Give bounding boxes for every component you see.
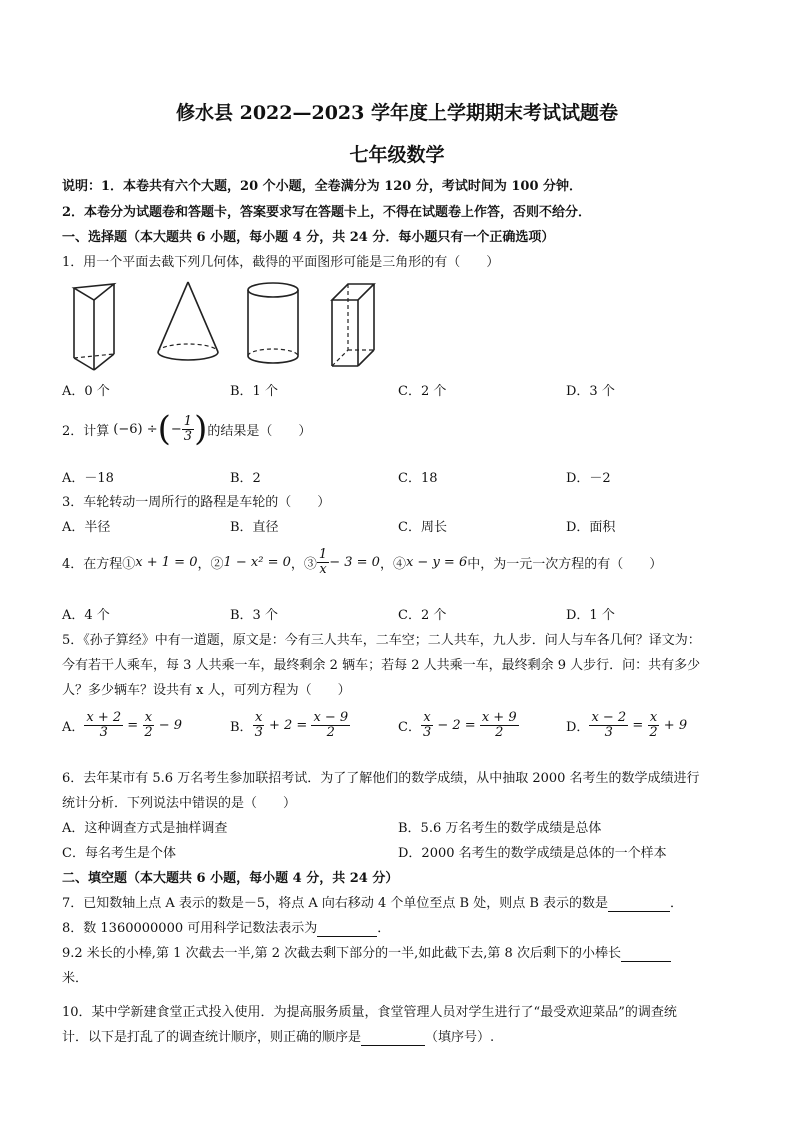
question-10-line-1: 10．某中学新建食堂正式投入使用．为提高服务质量，食堂管理人员对学生进行了“最受欢迎菜品”的调查统 bbox=[62, 1005, 677, 1020]
q4-sep-4: ，④ bbox=[379, 556, 406, 572]
q5-option-c bbox=[398, 711, 519, 739]
q6-option-b: B．5.6 万名考生的数学成绩是总体 bbox=[398, 821, 602, 836]
q4-equation-2: 1 − x² = 0 bbox=[223, 554, 291, 570]
q7-answer-blank[interactable] bbox=[608, 896, 670, 912]
q2-suffix: 的结果是（ ） bbox=[207, 423, 312, 439]
q2-numerator: 1 bbox=[183, 413, 193, 429]
q1-option-c: C．2 个 bbox=[398, 384, 447, 399]
rectangular-prism-icon bbox=[332, 284, 374, 366]
q5-a-left-fraction bbox=[84, 711, 123, 739]
q5-a-left-num: x + 2 bbox=[86, 710, 122, 725]
q8-text: 8．数 1360000000 可用科学记数法表示为 bbox=[62, 921, 318, 936]
q10-answer-blank[interactable] bbox=[361, 1030, 425, 1046]
q6-option-c: C．每名考生是个体 bbox=[62, 846, 176, 861]
question-7 bbox=[62, 892, 683, 912]
q4-equation-4: x − y = 6 bbox=[405, 554, 468, 570]
q4-option-d: D．1 个 bbox=[566, 608, 615, 623]
q8-answer-blank[interactable] bbox=[317, 921, 377, 937]
question-6-line-1: 6．去年某市有 5.6 万名考生参加联招考试．为了了解他们的数学成绩，从中抽取 2000 名考生的数学成绩进行 bbox=[62, 771, 700, 786]
q10-end: （填序号）. bbox=[425, 1030, 495, 1045]
q3-option-c: C．周长 bbox=[398, 520, 447, 535]
q5-d-left-den: 3 bbox=[604, 724, 613, 740]
triangular-prism-icon bbox=[74, 284, 114, 370]
q5-option-a bbox=[62, 711, 182, 739]
question-5-line-2: 今有若干人乘车，每 3 人共乘一车，最终剩余 2 辆车；若每 2 人共乘一车，最终剩余 9 人步行．问：共有多少 bbox=[62, 658, 701, 673]
question-3-text: 3．车轮转动一周所行的路程是车轮的（ ） bbox=[62, 495, 331, 510]
q9-answer-blank[interactable] bbox=[621, 946, 671, 962]
q5-b-mid: + 2 = bbox=[264, 717, 312, 733]
q5-c-right-num: x + 9 bbox=[481, 710, 517, 725]
q5-d-right-fraction bbox=[647, 711, 659, 739]
question-9-line-1 bbox=[62, 942, 671, 962]
q5-d-right-den: 2 bbox=[649, 724, 658, 740]
q2-option-b: B．2 bbox=[230, 471, 261, 486]
q2-expression: (−6) ÷ bbox=[113, 421, 158, 437]
q2-option-c: C．18 bbox=[398, 471, 438, 486]
q6-option-d: D．2000 名考生的数学成绩是总体的一个样本 bbox=[398, 846, 667, 861]
q5-d-left-num: x − 2 bbox=[591, 710, 627, 725]
q5-a-left-den: 3 bbox=[99, 724, 108, 740]
q4-prefix: 4．在方程① bbox=[62, 556, 136, 572]
q5-b-right-fraction bbox=[311, 711, 350, 739]
question-1-text: 1．用一个平面去截下列几何体，截得的平面图形可能是三角形的有（ ） bbox=[62, 255, 500, 270]
q1-solid-figures bbox=[62, 276, 432, 372]
q5-d-mid: = bbox=[628, 717, 648, 733]
q5-option-d-label: D． bbox=[566, 719, 590, 735]
q5-a-mid: = bbox=[123, 717, 143, 733]
q4-equation-3-fraction bbox=[317, 548, 329, 576]
q5-option-d bbox=[566, 711, 687, 739]
q4-option-c: C．2 个 bbox=[398, 608, 447, 623]
question-4-text bbox=[62, 548, 662, 576]
q3-option-a: A．半径 bbox=[62, 520, 111, 535]
q2-minus: − bbox=[170, 421, 182, 437]
q1-option-a: A．0 个 bbox=[62, 384, 110, 399]
q2-left-paren: ( bbox=[157, 409, 171, 449]
q4-sep-3: ，③ bbox=[290, 556, 317, 572]
section-2-heading: 二、填空题（本大题共 6 小题，每小题 4 分，共 24 分） bbox=[62, 871, 399, 886]
cone-icon bbox=[158, 282, 218, 360]
instructions-line-1: 说明：1．本卷共有六个大题，20 个小题，全卷满分为 120 分，考试时间为 100 分钟． bbox=[62, 179, 583, 194]
q5-d-right-num: x bbox=[649, 710, 658, 725]
question-10-line-2 bbox=[62, 1026, 494, 1046]
q5-a-tail: − 9 bbox=[154, 717, 183, 733]
q10-text: 计．以下是打乱了的调查统计顺序，则正确的顺序是 bbox=[62, 1030, 362, 1045]
question-6-line-2: 统计分析．下列说法中错误的是（ ） bbox=[62, 796, 297, 811]
question-5-line-3: 人？多少辆车？设共有 x 人，可列方程为（ ） bbox=[62, 683, 351, 698]
q5-b-left-den: 3 bbox=[254, 724, 263, 740]
q1-option-d: D．3 个 bbox=[566, 384, 615, 399]
q5-option-b-label: B． bbox=[230, 719, 253, 735]
q2-prefix: 2．计算 bbox=[62, 423, 110, 439]
q5-d-left-fraction bbox=[589, 711, 628, 739]
question-5-line-1: 5．《孙子算经》中有一道题，原文是：今有三人共车，二车空；二人共车，九人步．问人与车各几何？译文为： bbox=[62, 633, 701, 648]
q6-option-a: A．这种调查方式是抽样调查 bbox=[62, 821, 228, 836]
q5-option-a-label: A． bbox=[62, 719, 85, 735]
instructions-line-2: 2．本卷分为试题卷和答题卡，答案要求写在答题卡上，不得在试题卷上作答，否则不给分． bbox=[62, 205, 592, 220]
exam-title: 修水县 2022—2023 学年度上学期期末考试试题卷 bbox=[176, 102, 618, 124]
q5-b-right-num: x − 9 bbox=[313, 710, 349, 725]
exam-subtitle: 七年级数学 bbox=[349, 144, 445, 166]
q4-equation-3-tail: − 3 = 0 bbox=[329, 554, 380, 570]
q7-end: ． bbox=[670, 896, 684, 911]
section-1-heading: 一、选择题（本大题共 6 小题，每小题 4 分，共 24 分．每小题只有一个正确选项） bbox=[62, 230, 555, 245]
q8-end: ． bbox=[377, 921, 391, 936]
q5-b-left-fraction bbox=[253, 711, 265, 739]
q9-text: 9.2 米长的小棒,第 1 次截去一半,第 2 次截去剩下部分的一半,如此截下去,第 8 次后剩下的小棒长 bbox=[62, 946, 621, 961]
q5-a-right-den: 2 bbox=[144, 724, 153, 740]
question-2-text bbox=[62, 409, 312, 449]
q5-option-b bbox=[230, 711, 350, 739]
cylinder-icon bbox=[248, 283, 298, 363]
q3-option-b: B．直径 bbox=[230, 520, 279, 535]
q2-fraction bbox=[182, 415, 194, 443]
question-9-line-2: 米． bbox=[62, 971, 89, 986]
q5-d-tail: + 9 bbox=[659, 717, 688, 733]
q4-option-b: B．3 个 bbox=[230, 608, 278, 623]
q5-c-left-den: 3 bbox=[422, 724, 432, 740]
q4-eq3-denominator: x bbox=[319, 561, 327, 577]
q5-a-right-fraction bbox=[142, 711, 154, 739]
question-8 bbox=[62, 917, 390, 937]
q2-denominator: 3 bbox=[183, 428, 193, 444]
q2-option-a: A．－18 bbox=[62, 471, 114, 486]
q2-right-paren: ) bbox=[194, 409, 208, 449]
q3-option-d: D．面积 bbox=[566, 520, 616, 535]
q7-text: 7．已知数轴上点 A 表示的数是－5，将点 A 向右移动 4 个单位至点 B 处，则点 B 表示的数是 bbox=[62, 896, 609, 911]
q4-eq3-numerator: 1 bbox=[318, 547, 328, 562]
q5-c-left-num: x bbox=[423, 710, 431, 725]
q2-option-d: D．－2 bbox=[566, 471, 611, 486]
q4-option-a: A．4 个 bbox=[62, 608, 110, 623]
q5-option-c-label: C． bbox=[398, 719, 421, 735]
q5-b-right-den: 2 bbox=[326, 724, 335, 740]
q5-c-mid: − 2 = bbox=[433, 717, 480, 733]
q4-equation-1: x + 1 = 0 bbox=[135, 554, 198, 570]
q5-c-left-fraction bbox=[421, 711, 433, 739]
q4-suffix: 中，为一元一次方程的有（ ） bbox=[467, 556, 663, 572]
q5-a-right-num: x bbox=[144, 710, 153, 725]
q5-c-right-fraction bbox=[480, 711, 519, 739]
q5-b-left-num: x bbox=[255, 710, 263, 725]
q1-option-b: B．1 个 bbox=[230, 384, 278, 399]
q4-sep-2: ，② bbox=[197, 556, 224, 572]
q5-c-right-den: 2 bbox=[495, 724, 504, 740]
